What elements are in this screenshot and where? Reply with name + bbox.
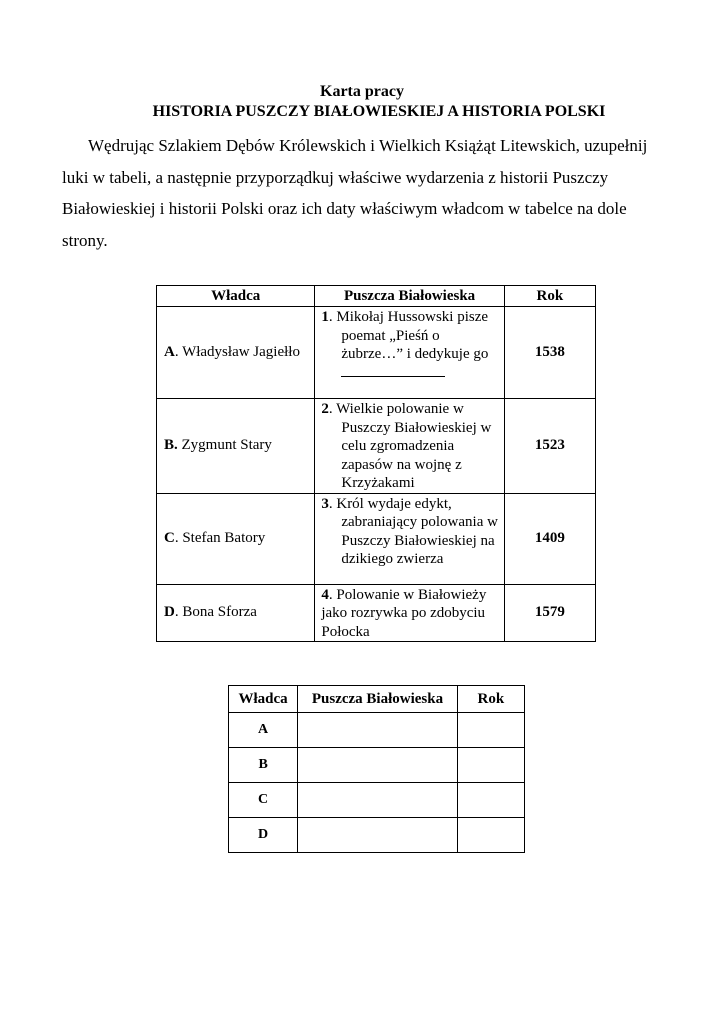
event-number: 3 (321, 495, 329, 512)
table-header-row (229, 686, 525, 713)
ruler-separator: . (174, 530, 183, 546)
answer-event-cell[interactable] (298, 748, 458, 783)
table-row (157, 493, 596, 584)
table-row (157, 584, 596, 642)
event-text-rest: poemat „Pieśń o żubrze…” i dedykuje go (341, 327, 489, 362)
forest-event-cell (315, 307, 504, 399)
ruler-cell (157, 493, 315, 584)
forest-event-text (321, 495, 499, 569)
year-cell: 1538 (504, 307, 595, 399)
event-text-rest: Puszczy Białowieskiej w celu zgromadzenia zapasów na wojnę z Krzyżakami (341, 419, 492, 491)
answer-letter: C (229, 783, 298, 818)
answer-letter: A (229, 713, 298, 748)
forest-event-cell (315, 584, 504, 642)
answer-header-forest: Puszcza Białowieska (298, 686, 458, 713)
ruler-letter: C (164, 530, 175, 546)
ruler-letter: D (164, 604, 175, 621)
forest-event-text (321, 586, 499, 642)
answer-header-year: Rok (457, 686, 524, 713)
ruler-name: Stefan Batory (182, 530, 266, 546)
forest-event-cell (315, 399, 504, 494)
event-text-first: . Polowanie w Białowieży jako rozrywka po zdobyciu Połocka (321, 586, 487, 640)
instructions-paragraph: Wędrując Szlakiem Dębów Królewskich i Wielkich Książąt Litewskich, uzupełnij luki w tabeli, a następnie przyporządkuj właściwe wydarzenia z historii Puszczy Białowieskiej i historii Polski oraz ich daty właściwym władcom w tabelce na dole strony. (62, 136, 648, 250)
year-cell: 1409 (504, 493, 595, 584)
forest-event-text (321, 308, 499, 382)
ruler-name: Bona Sforza (182, 604, 257, 621)
table-header-row (157, 286, 596, 307)
table-row (229, 783, 525, 818)
answer-year-cell[interactable] (457, 818, 524, 853)
ruler-cell (157, 307, 315, 399)
ruler-separator: . (174, 344, 183, 360)
table-row (229, 713, 525, 748)
ruler-cell (157, 584, 315, 642)
event-text-rest: zabraniający polowania w Puszczy Białowieskiej na dzikiego zwierza (341, 514, 498, 567)
table-row (229, 818, 525, 853)
worksheet-title: Karta pracy (320, 83, 404, 100)
answer-event-cell[interactable] (298, 713, 458, 748)
title-block (0, 82, 724, 122)
year-cell: 1579 (504, 584, 595, 642)
event-number: 4 (321, 586, 329, 603)
forest-event-text (321, 400, 499, 493)
ruler-letter: A (164, 344, 175, 360)
table-row (229, 748, 525, 783)
event-number: 1 (321, 309, 329, 325)
answer-event-cell[interactable] (298, 818, 458, 853)
ruler-cell (157, 399, 315, 494)
answer-year-cell[interactable] (457, 748, 524, 783)
header-forest: Puszcza Białowieska (315, 286, 504, 307)
event-number: 2 (321, 401, 329, 417)
answer-table (228, 685, 525, 853)
answer-letter: B (229, 748, 298, 783)
rulers-events-table (156, 285, 596, 642)
header-ruler: Władca (157, 286, 315, 307)
forest-event-cell (315, 493, 504, 584)
event-text-first: . Mikołaj Hussowski pisze (328, 309, 489, 325)
table-row (157, 399, 596, 494)
year-cell: 1523 (504, 399, 595, 494)
answer-letter: D (229, 818, 298, 853)
answer-event-cell[interactable] (298, 783, 458, 818)
table-row (157, 307, 596, 399)
event-text-first: . Wielkie polowanie w (328, 401, 464, 417)
header-year: Rok (504, 286, 595, 307)
ruler-name: Władysław Jagiełło (182, 344, 300, 360)
answer-year-cell[interactable] (457, 783, 524, 818)
ruler-name: Zygmunt Stary (181, 437, 272, 454)
ruler-separator: . (174, 604, 183, 621)
event-text-first: . Król wydaje edykt, (328, 495, 452, 512)
worksheet-subtitle: HISTORIA PUSZCZY BIAŁOWIESKIEJ A HISTORIA POLSKI (152, 103, 606, 120)
ruler-letter: B. (164, 437, 178, 454)
fill-in-blank[interactable] (341, 364, 445, 377)
answer-header-ruler: Władca (229, 686, 298, 713)
answer-year-cell[interactable] (457, 713, 524, 748)
